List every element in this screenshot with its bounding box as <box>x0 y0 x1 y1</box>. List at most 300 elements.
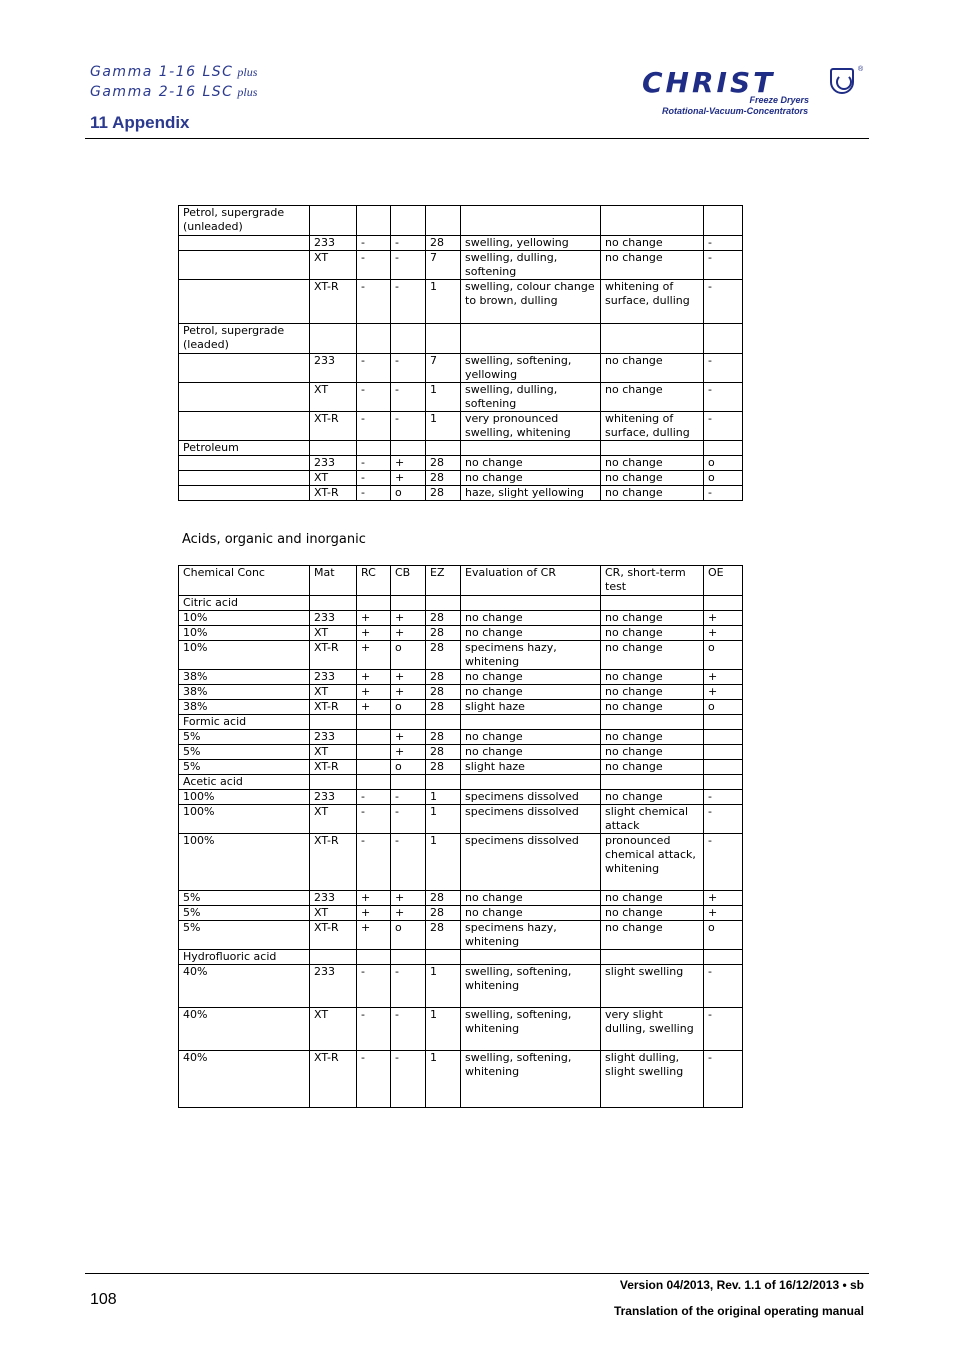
table-row <box>179 834 743 891</box>
table-cell: - <box>357 1051 391 1108</box>
table-cell: - <box>704 383 743 412</box>
table-cell: 1 <box>426 805 461 834</box>
table-cell: - <box>704 790 743 805</box>
table-cell <box>179 456 310 471</box>
table-cell <box>704 715 743 730</box>
table-cell: 28 <box>426 236 461 251</box>
table-cell: XT-R <box>310 700 357 715</box>
table-cell: slight dulling, slight swelling <box>601 1051 704 1108</box>
table-cell: + <box>391 611 426 626</box>
model-name-1: Gamma 1-16 LSC plus <box>90 64 258 80</box>
table-cell: no change <box>601 891 704 906</box>
table-cell: o <box>391 760 426 775</box>
table-cell: 28 <box>426 921 461 950</box>
table-cell: no change <box>601 471 704 486</box>
table-cell <box>391 596 426 611</box>
table-cell: - <box>391 965 426 1008</box>
table-cell: 100% <box>179 790 310 805</box>
table-cell: - <box>704 236 743 251</box>
table-cell: o <box>704 456 743 471</box>
table-cell: 28 <box>426 760 461 775</box>
table-cell: - <box>357 383 391 412</box>
table-cell: + <box>704 611 743 626</box>
table-row <box>179 730 743 745</box>
table-cell: + <box>357 906 391 921</box>
table-cell: no change <box>601 906 704 921</box>
table-cell: swelling, softening, yellowing <box>461 354 601 383</box>
table-row <box>179 236 743 251</box>
table-cell <box>461 206 601 236</box>
table-cell <box>310 596 357 611</box>
table-cell <box>179 354 310 383</box>
table-cell <box>704 206 743 236</box>
table-cell: 40% <box>179 1008 310 1051</box>
table-cell: XT-R <box>310 1051 357 1108</box>
table-cell <box>357 324 391 354</box>
table-row <box>179 891 743 906</box>
table-cell: 28 <box>426 730 461 745</box>
table-cell: Formic acid <box>179 715 310 730</box>
table-cell: - <box>391 1051 426 1108</box>
table-cell: 233 <box>310 790 357 805</box>
table-cell <box>426 775 461 790</box>
table-cell: XT <box>310 1008 357 1051</box>
table-cell: - <box>357 354 391 383</box>
table-cell: 1 <box>426 834 461 891</box>
table-cell <box>391 441 426 456</box>
table-cell <box>310 441 357 456</box>
table-cell: - <box>391 251 426 280</box>
table-cell <box>601 441 704 456</box>
table-cell: o <box>391 700 426 715</box>
page-number: 108 <box>90 1291 117 1308</box>
table-cell: XT-R <box>310 760 357 775</box>
table-cell: no change <box>461 670 601 685</box>
table-cell: no change <box>461 685 601 700</box>
table-cell: Petrol, supergrade (unleaded) <box>179 206 310 236</box>
table-cell: o <box>704 641 743 670</box>
table-cell <box>179 251 310 280</box>
table-cell <box>601 950 704 965</box>
table-row <box>179 685 743 700</box>
table-cell: no change <box>601 354 704 383</box>
table-cell <box>426 596 461 611</box>
table-cell: 233 <box>310 730 357 745</box>
table-cell: no change <box>601 611 704 626</box>
table-cell: XT-R <box>310 641 357 670</box>
table-cell: no change <box>601 641 704 670</box>
table-cell: - <box>391 805 426 834</box>
table-cell: no change <box>601 236 704 251</box>
table-cell: + <box>357 611 391 626</box>
table-cell: 28 <box>426 641 461 670</box>
table-cell: + <box>391 730 426 745</box>
table-cell: Evaluation of CR <box>461 566 601 596</box>
table-row <box>179 486 743 501</box>
table-row <box>179 251 743 280</box>
table-cell <box>391 775 426 790</box>
table-cell: 100% <box>179 805 310 834</box>
table-cell: swelling, dulling, softening <box>461 383 601 412</box>
table-cell: + <box>704 685 743 700</box>
table-row <box>179 206 743 236</box>
table-cell: haze, slight yellowing <box>461 486 601 501</box>
table-cell: no change <box>461 611 601 626</box>
table-cell: - <box>391 412 426 441</box>
table-cell: - <box>357 251 391 280</box>
table-cell <box>704 324 743 354</box>
table-row <box>179 383 743 412</box>
table-cell: no change <box>601 456 704 471</box>
table-cell: no change <box>601 383 704 412</box>
table-cell: 5% <box>179 906 310 921</box>
table-cell: 40% <box>179 1051 310 1108</box>
table-row <box>179 745 743 760</box>
table-cell: - <box>357 805 391 834</box>
table-cell: 233 <box>310 891 357 906</box>
table-cell: - <box>704 251 743 280</box>
table-cell: - <box>357 280 391 324</box>
table-cell: slight chemical attack <box>601 805 704 834</box>
table-cell <box>704 596 743 611</box>
table-cell: + <box>704 906 743 921</box>
table-cell: 233 <box>310 965 357 1008</box>
table-cell: + <box>357 700 391 715</box>
table-cell: + <box>391 745 426 760</box>
table-cell <box>426 206 461 236</box>
table-cell: - <box>391 236 426 251</box>
table-cell <box>601 775 704 790</box>
table-cell: very slight dulling, swelling <box>601 1008 704 1051</box>
table-cell: + <box>391 626 426 641</box>
table-row <box>179 965 743 1008</box>
table-row <box>179 354 743 383</box>
table-row <box>179 611 743 626</box>
table-cell <box>357 596 391 611</box>
table-cell: XT-R <box>310 834 357 891</box>
table-row <box>179 626 743 641</box>
table-cell: no change <box>601 921 704 950</box>
table-cell: o <box>704 471 743 486</box>
table-cell: no change <box>601 745 704 760</box>
table-cell: swelling, softening, whitening <box>461 1051 601 1108</box>
table-cell: + <box>357 685 391 700</box>
translation-note: Translation of the original operating manual <box>613 1304 864 1318</box>
table-cell: Chemical Conc <box>179 566 310 596</box>
table-cell: 28 <box>426 891 461 906</box>
table-cell: + <box>704 626 743 641</box>
version-info: Version 04/2013, Rev. 1.1 of 16/12/2013 • sb <box>619 1278 864 1292</box>
table-cell: Petrol, supergrade (leaded) <box>179 324 310 354</box>
table-cell <box>179 471 310 486</box>
table-cell: - <box>391 834 426 891</box>
table-cell: + <box>391 906 426 921</box>
table-cell: o <box>391 486 426 501</box>
petrol-resistance-table <box>178 205 743 501</box>
table-cell: + <box>391 685 426 700</box>
table-cell: no change <box>461 891 601 906</box>
table-cell: XT <box>310 251 357 280</box>
table-cell <box>310 324 357 354</box>
table-cell: 28 <box>426 745 461 760</box>
table-cell: no change <box>601 251 704 280</box>
table-cell: 233 <box>310 354 357 383</box>
table-cell <box>461 596 601 611</box>
table-cell: - <box>391 280 426 324</box>
table-row <box>179 324 743 354</box>
table-cell: whitening of surface, dulling <box>601 280 704 324</box>
table-cell <box>391 324 426 354</box>
table-cell: 100% <box>179 834 310 891</box>
acids-resistance-table <box>178 565 743 1108</box>
table-cell <box>310 950 357 965</box>
table-cell <box>461 950 601 965</box>
table-cell: swelling, softening, whitening <box>461 965 601 1008</box>
table-row <box>179 790 743 805</box>
table-cell: slight swelling <box>601 965 704 1008</box>
table-cell <box>601 715 704 730</box>
acids-section-title: Acids, organic and inorganic <box>182 532 366 547</box>
table-cell: 1 <box>426 965 461 1008</box>
table-cell: EZ <box>426 566 461 596</box>
table-cell: Hydrofluoric acid <box>179 950 310 965</box>
table-cell: no change <box>601 626 704 641</box>
footer-divider <box>85 1273 869 1274</box>
table-cell <box>310 206 357 236</box>
table-cell: swelling, colour change to brown, dulling <box>461 280 601 324</box>
table-cell <box>601 206 704 236</box>
table-cell <box>357 745 391 760</box>
table-cell: specimens dissolved <box>461 790 601 805</box>
table-cell: 28 <box>426 486 461 501</box>
table-cell: no change <box>461 456 601 471</box>
christ-logo <box>642 64 867 120</box>
table-cell <box>426 441 461 456</box>
table-cell <box>704 760 743 775</box>
table-cell: 28 <box>426 685 461 700</box>
table-cell: slight haze <box>461 700 601 715</box>
table-cell: 38% <box>179 700 310 715</box>
table-cell: - <box>357 834 391 891</box>
table-cell: + <box>357 891 391 906</box>
table-cell: - <box>357 965 391 1008</box>
table-cell: + <box>704 891 743 906</box>
table-cell: - <box>391 790 426 805</box>
table-cell <box>391 950 426 965</box>
table-cell: swelling, softening, whitening <box>461 1008 601 1051</box>
table-cell: 28 <box>426 611 461 626</box>
table-cell: 1 <box>426 412 461 441</box>
table-cell: - <box>704 805 743 834</box>
table-cell: 10% <box>179 611 310 626</box>
table-cell <box>357 950 391 965</box>
model-name-2: Gamma 2-16 LSC plus <box>90 84 258 100</box>
table-cell: no change <box>461 730 601 745</box>
table-cell: - <box>357 412 391 441</box>
table-cell <box>179 412 310 441</box>
table-row <box>179 950 743 965</box>
table-cell: + <box>357 641 391 670</box>
table-cell: 28 <box>426 626 461 641</box>
table-cell <box>601 324 704 354</box>
table-cell: 7 <box>426 354 461 383</box>
table-cell: no change <box>601 760 704 775</box>
table-cell: specimens hazy, whitening <box>461 921 601 950</box>
table-cell: + <box>357 921 391 950</box>
table-row <box>179 906 743 921</box>
table-cell: 10% <box>179 641 310 670</box>
table-cell <box>179 280 310 324</box>
table-cell <box>426 324 461 354</box>
table-cell: - <box>704 280 743 324</box>
table-cell: - <box>704 1051 743 1108</box>
table-cell: - <box>357 456 391 471</box>
table-cell: o <box>704 921 743 950</box>
table-cell: XT-R <box>310 280 357 324</box>
table-cell: XT-R <box>310 412 357 441</box>
table-cell: 10% <box>179 626 310 641</box>
table-cell: XT <box>310 471 357 486</box>
table-cell: 1 <box>426 383 461 412</box>
table-cell: no change <box>461 471 601 486</box>
table-cell: XT-R <box>310 486 357 501</box>
table-cell: - <box>357 1008 391 1051</box>
table-cell: XT <box>310 745 357 760</box>
table-cell: - <box>391 383 426 412</box>
logo-emblem-icon <box>830 68 854 94</box>
table-cell: Citric acid <box>179 596 310 611</box>
plus-suffix: plus <box>237 85 258 99</box>
table-cell: slight haze <box>461 760 601 775</box>
table-cell <box>704 730 743 745</box>
table-cell: specimens hazy, whitening <box>461 641 601 670</box>
table-cell: no change <box>601 685 704 700</box>
table-row <box>179 760 743 775</box>
table-cell <box>704 950 743 965</box>
table-cell: no change <box>601 700 704 715</box>
table-cell: 5% <box>179 921 310 950</box>
table-cell: no change <box>601 670 704 685</box>
table-row <box>179 775 743 790</box>
table-cell: - <box>357 486 391 501</box>
table-cell <box>391 715 426 730</box>
table-cell <box>704 441 743 456</box>
table-cell: 233 <box>310 670 357 685</box>
table-cell <box>601 596 704 611</box>
table-cell <box>461 715 601 730</box>
table-cell <box>357 775 391 790</box>
table-cell: - <box>391 1008 426 1051</box>
table-cell: 233 <box>310 236 357 251</box>
logo-tagline-1: Freeze Dryers <box>749 95 809 105</box>
table-cell: 28 <box>426 700 461 715</box>
table-cell <box>704 745 743 760</box>
table-cell <box>461 775 601 790</box>
table-cell: 5% <box>179 730 310 745</box>
table-cell: - <box>357 471 391 486</box>
table-cell: pronounced chemical attack, whitening <box>601 834 704 891</box>
table-cell: no change <box>601 730 704 745</box>
table-cell: Mat <box>310 566 357 596</box>
table-cell <box>179 486 310 501</box>
table-cell: + <box>391 471 426 486</box>
table-cell: very pronounced swelling, whitening <box>461 412 601 441</box>
section-title: 11 Appendix <box>90 113 190 132</box>
table-cell: + <box>391 670 426 685</box>
table-cell <box>179 236 310 251</box>
table-cell: no change <box>601 790 704 805</box>
table-cell: 28 <box>426 471 461 486</box>
table-cell: - <box>704 834 743 891</box>
table-cell: o <box>704 700 743 715</box>
table-cell: - <box>704 1008 743 1051</box>
table-cell: Acetic acid <box>179 775 310 790</box>
table-cell: 5% <box>179 891 310 906</box>
table-cell: XT <box>310 383 357 412</box>
table-cell: XT <box>310 805 357 834</box>
table-cell: - <box>704 412 743 441</box>
table-cell <box>391 206 426 236</box>
table-cell: swelling, dulling, softening <box>461 251 601 280</box>
table-cell: - <box>357 236 391 251</box>
table-cell: specimens dissolved <box>461 834 601 891</box>
table-row <box>179 456 743 471</box>
table-cell: XT-R <box>310 921 357 950</box>
table-cell: 5% <box>179 745 310 760</box>
table-row <box>179 715 743 730</box>
table-cell <box>426 715 461 730</box>
table-cell: 1 <box>426 1051 461 1108</box>
table-cell: no change <box>461 906 601 921</box>
table-row <box>179 670 743 685</box>
table-row <box>179 805 743 834</box>
table-row <box>179 1008 743 1051</box>
plus-suffix: plus <box>237 65 258 79</box>
table-row <box>179 441 743 456</box>
table-cell: 38% <box>179 670 310 685</box>
table-cell: 1 <box>426 1008 461 1051</box>
table-cell: 38% <box>179 685 310 700</box>
table-row <box>179 280 743 324</box>
table-row <box>179 1051 743 1108</box>
table-cell: whitening of surface, dulling <box>601 412 704 441</box>
table-cell: OE <box>704 566 743 596</box>
table-cell: swelling, yellowing <box>461 236 601 251</box>
table-cell: + <box>391 891 426 906</box>
table-row <box>179 700 743 715</box>
table-cell: RC <box>357 566 391 596</box>
table-cell: 28 <box>426 906 461 921</box>
table-cell: - <box>704 354 743 383</box>
table-cell: Petroleum <box>179 441 310 456</box>
table-cell: no change <box>461 745 601 760</box>
table-row <box>179 471 743 486</box>
table-cell: - <box>704 486 743 501</box>
table-cell: - <box>704 965 743 1008</box>
table-row <box>179 921 743 950</box>
table-cell: 1 <box>426 280 461 324</box>
table-cell: XT <box>310 626 357 641</box>
table-row <box>179 566 743 596</box>
table-cell: 40% <box>179 965 310 1008</box>
table-cell <box>310 715 357 730</box>
table-cell: 28 <box>426 670 461 685</box>
logo-wordmark: CHRIST <box>642 66 776 99</box>
table-cell <box>357 441 391 456</box>
table-cell: + <box>357 626 391 641</box>
table-cell <box>357 715 391 730</box>
table-cell: 1 <box>426 790 461 805</box>
